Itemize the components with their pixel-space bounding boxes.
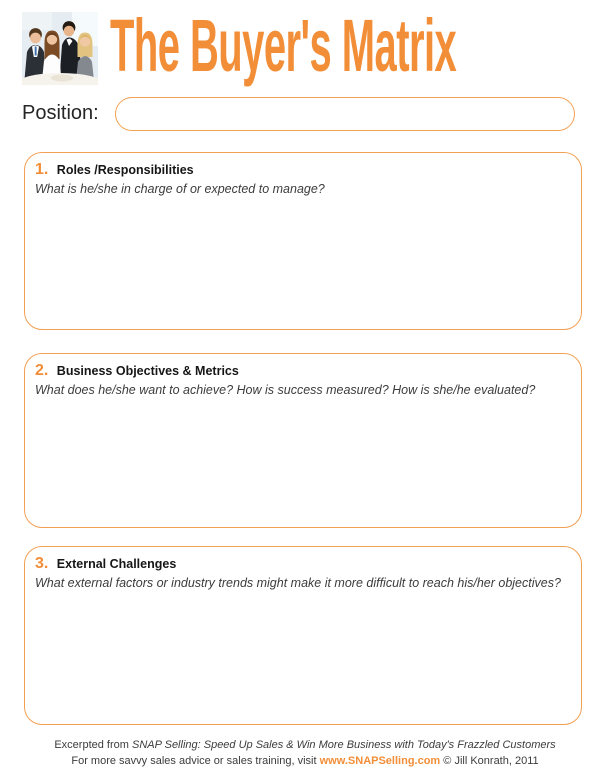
snapselling-link[interactable]: www.SNAPSelling.com: [319, 754, 441, 767]
section-business-objectives-metrics: [24, 353, 582, 528]
section-number: 1.: [35, 161, 49, 178]
section-number: 2.: [35, 362, 49, 379]
section-question: What does he/she want to achieve? How is success measured? How is she/he evaluated?: [35, 383, 536, 397]
section-3-answer-input[interactable]: [35, 593, 571, 716]
footer-line-1: [0, 738, 610, 754]
page-title-text: The Buyer's Matrix: [110, 4, 457, 87]
section-number: 3.: [35, 555, 49, 572]
section-heading: [35, 161, 567, 179]
footer-excerpt-prefix: Excerpted from: [54, 739, 129, 751]
footer-copyright: © Jill Konrath, 2011: [443, 754, 539, 767]
business-team-photo-image: [22, 12, 98, 85]
section-question: What is he/she in charge of or expected to manage?: [35, 182, 325, 196]
position-input[interactable]: [115, 97, 575, 131]
section-heading: [35, 555, 567, 573]
section-heading: [35, 362, 567, 380]
footer-advice-text: For more savvy sales advice or sales training, visit: [71, 754, 317, 767]
section-roles-responsibilities: [24, 152, 582, 330]
section-2-answer-input[interactable]: [35, 400, 571, 519]
footer-book-title: SNAP Selling: Speed Up Sales & Win More Business with Today's Frazzled Customers: [132, 739, 556, 751]
footer: [0, 738, 610, 769]
business-team-photo: [22, 12, 98, 85]
position-label: Position:: [22, 102, 99, 124]
section-title: Business Objectives & Metrics: [56, 364, 239, 378]
page-title: [110, 6, 610, 98]
section-title: External Challenges: [56, 557, 177, 571]
footer-line-2: [0, 754, 610, 770]
section-title: Roles /Responsibilities: [56, 163, 194, 177]
section-1-answer-input[interactable]: [35, 199, 571, 321]
section-question: What external factors or industry trends might make it more difficult to reach his/her objectives?: [35, 576, 561, 590]
section-external-challenges: [24, 546, 582, 725]
